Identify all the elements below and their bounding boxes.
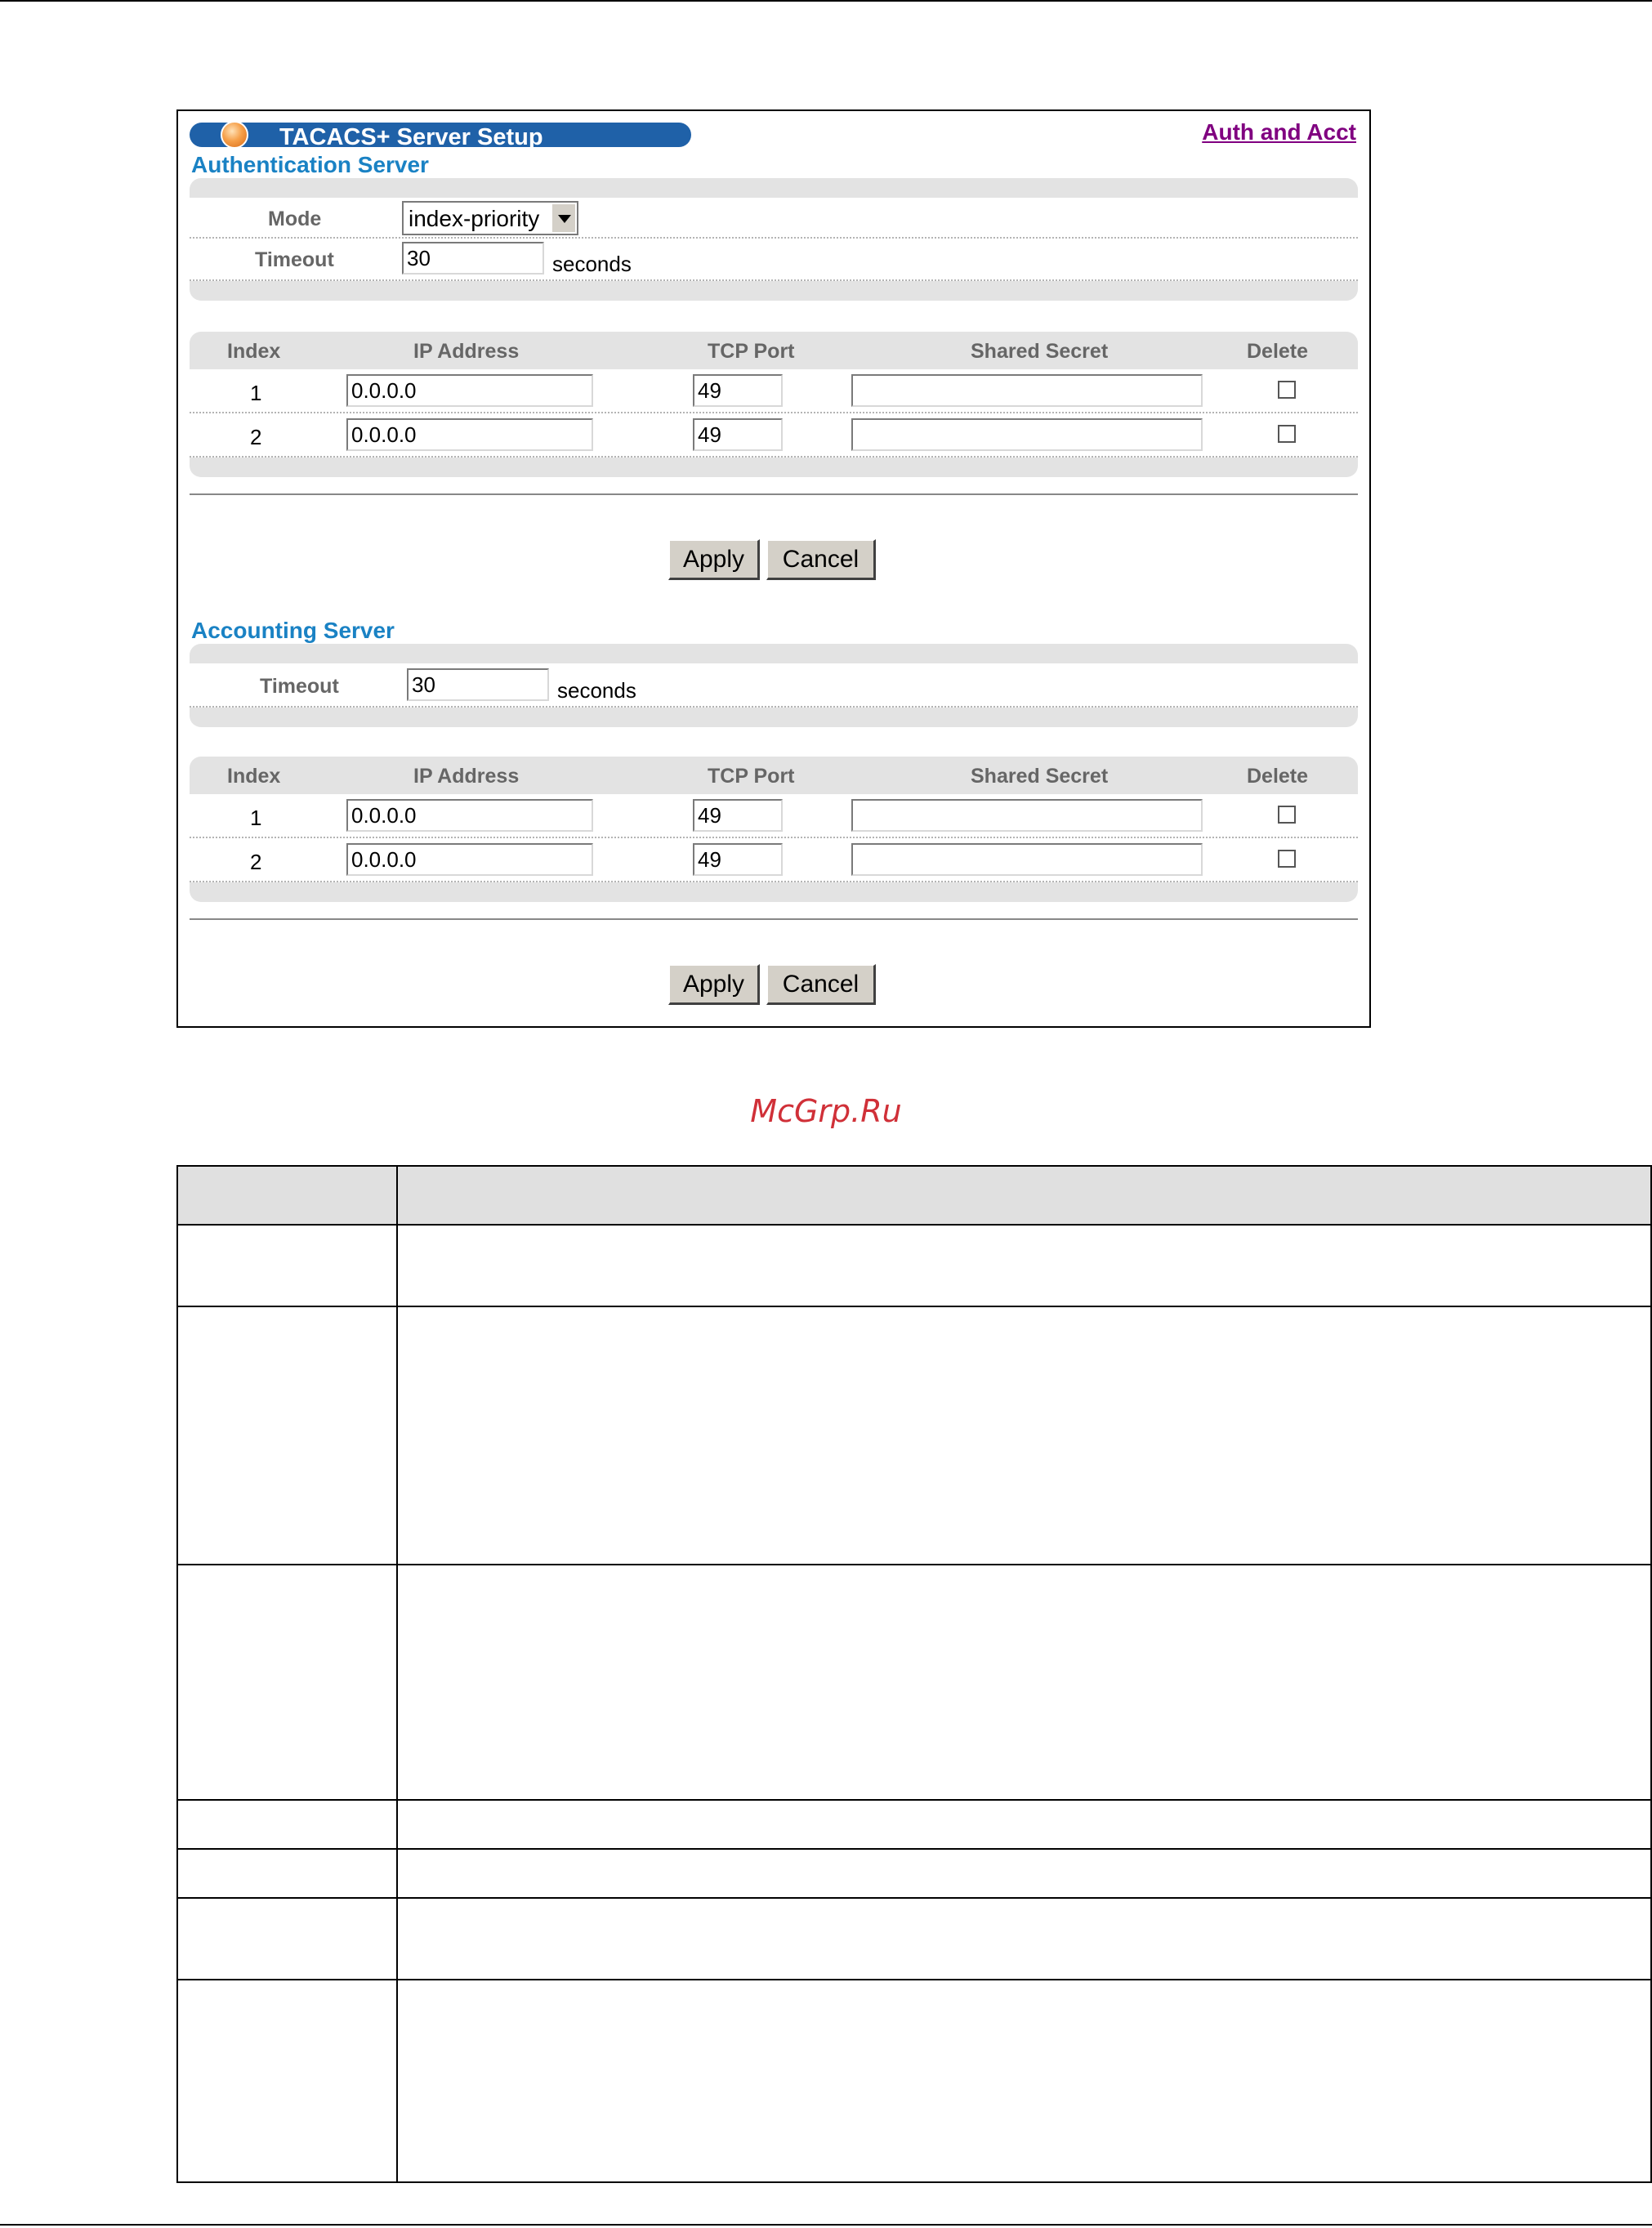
acct-timeout-unit: seconds xyxy=(557,678,636,703)
row-index: 1 xyxy=(250,381,262,405)
table-row xyxy=(177,1565,1651,1800)
title-bar xyxy=(190,123,691,150)
label-cell xyxy=(177,1800,397,1849)
label-cell xyxy=(177,1565,397,1800)
table-row xyxy=(190,794,1358,838)
row-index: 2 xyxy=(250,850,262,874)
accounting-section-title: Accounting Server xyxy=(191,618,395,643)
auth-timeout-row xyxy=(190,239,1358,281)
col-tcp-port: TCP Port xyxy=(708,340,795,363)
label-cell xyxy=(177,1898,397,1980)
col-shared-secret: Shared Secret xyxy=(971,765,1109,788)
label-cell xyxy=(177,1225,397,1306)
auth-and-acct-link[interactable]: Auth and Acct xyxy=(1202,119,1356,145)
tcp-port-input[interactable] xyxy=(693,843,783,876)
acct-timeout-input[interactable] xyxy=(407,668,549,701)
shared-secret-input[interactable] xyxy=(851,799,1203,832)
tcp-port-input[interactable] xyxy=(693,799,783,832)
ip-address-input[interactable] xyxy=(346,799,593,832)
tcp-port-input[interactable] xyxy=(693,418,783,451)
table-row xyxy=(177,1800,1651,1849)
auth-server-table xyxy=(190,332,1358,477)
description-cell xyxy=(397,1849,1651,1898)
mode-label: Mode xyxy=(268,208,322,230)
col-delete: Delete xyxy=(1247,340,1309,363)
col-ip-address: IP Address xyxy=(413,340,520,363)
acct-cancel-button[interactable]: Cancel xyxy=(766,964,876,1005)
auth-timeout-input[interactable] xyxy=(402,242,544,275)
col-index: Index xyxy=(227,340,281,363)
auth-apply-button[interactable]: Apply xyxy=(668,539,760,580)
delete-checkbox[interactable] xyxy=(1278,381,1296,399)
divider xyxy=(190,918,1358,920)
tcp-port-input[interactable] xyxy=(693,374,783,407)
shared-secret-input[interactable] xyxy=(851,843,1203,876)
ip-address-input[interactable] xyxy=(346,418,593,451)
mode-select[interactable] xyxy=(402,201,578,235)
table-row xyxy=(190,838,1358,882)
acct-apply-button[interactable]: Apply xyxy=(668,964,760,1005)
page-title: TACACS+ Server Setup xyxy=(279,124,543,150)
ip-address-input[interactable] xyxy=(346,843,593,876)
watermark: McGrp.Ru xyxy=(750,1093,902,1129)
shared-secret-input[interactable] xyxy=(851,418,1203,451)
auth-timeout-label: Timeout xyxy=(255,248,334,271)
description-cell xyxy=(397,1225,1651,1306)
top-rule xyxy=(0,0,1652,2)
label-cell xyxy=(177,1306,397,1565)
col-delete: Delete xyxy=(1247,765,1309,788)
description-cell xyxy=(397,1980,1651,2182)
header-cell xyxy=(397,1166,1651,1225)
acct-timeout-row xyxy=(190,663,1358,708)
divider xyxy=(190,493,1358,495)
header-cell xyxy=(177,1166,397,1225)
table-row xyxy=(177,1225,1651,1306)
description-cell xyxy=(397,1800,1651,1849)
ip-address-input[interactable] xyxy=(346,374,593,407)
mode-value: index-priority xyxy=(409,206,540,231)
description-cell xyxy=(397,1306,1651,1565)
auth-settings-panel xyxy=(190,178,1358,301)
label-cell xyxy=(177,1980,397,2182)
col-tcp-port: TCP Port xyxy=(708,765,795,788)
table-row xyxy=(177,1980,1651,2182)
table-row xyxy=(177,1849,1651,1898)
description-cell xyxy=(397,1565,1651,1800)
description-cell xyxy=(397,1898,1651,1980)
delete-checkbox[interactable] xyxy=(1278,806,1296,824)
acct-settings-panel xyxy=(190,644,1358,727)
table-header-row xyxy=(177,1166,1651,1225)
table-row xyxy=(190,413,1358,458)
row-index: 2 xyxy=(250,425,262,449)
authentication-section-title: Authentication Server xyxy=(191,152,429,177)
auth-cancel-button[interactable]: Cancel xyxy=(766,539,876,580)
delete-checkbox[interactable] xyxy=(1278,425,1296,443)
delete-checkbox[interactable] xyxy=(1278,850,1296,868)
col-index: Index xyxy=(227,765,281,788)
auth-mode-row xyxy=(190,198,1358,239)
row-index: 1 xyxy=(250,806,262,830)
bottom-rule xyxy=(0,2224,1652,2226)
acct-timeout-label: Timeout xyxy=(260,675,339,698)
col-ip-address: IP Address xyxy=(413,765,520,788)
col-shared-secret: Shared Secret xyxy=(971,340,1109,363)
shared-secret-input[interactable] xyxy=(851,374,1203,407)
table-row xyxy=(177,1898,1651,1980)
orb-icon xyxy=(221,121,248,149)
tacacs-setup-window xyxy=(176,109,1371,1028)
label-cell xyxy=(177,1849,397,1898)
table-row xyxy=(177,1306,1651,1565)
chevron-down-icon[interactable] xyxy=(551,204,575,232)
table-row xyxy=(190,369,1358,413)
auth-timeout-unit: seconds xyxy=(552,252,632,276)
acct-server-table xyxy=(190,757,1358,902)
description-table xyxy=(176,1165,1652,2183)
